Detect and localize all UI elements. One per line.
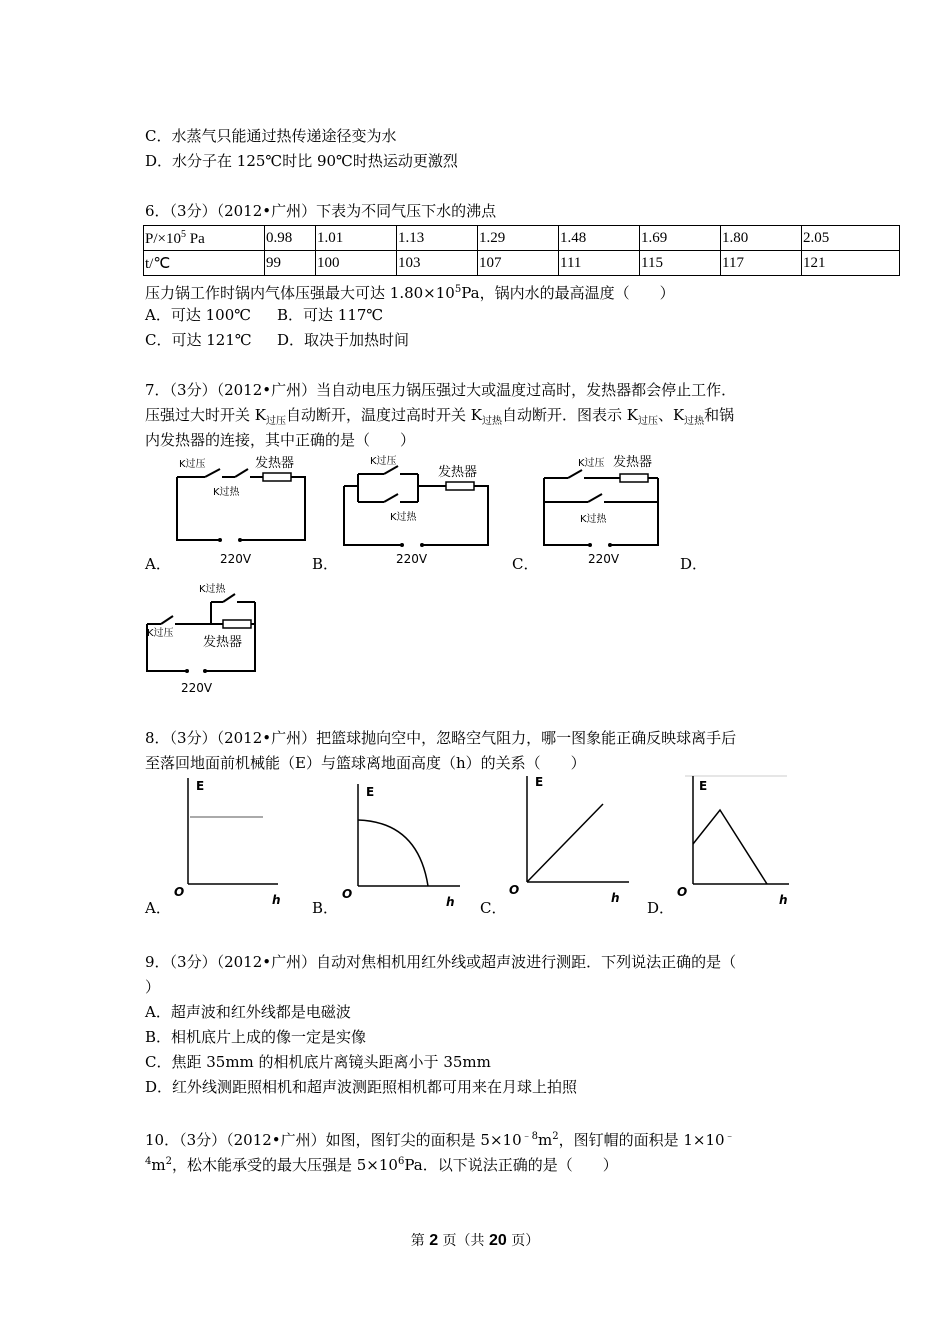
q10-line2: $^4m^2$，松木能承受的最大压强是 $5\times 10^6Pa$．以下说法正确的是（ ） (145, 1156, 618, 1174)
axis-h-label: h (446, 895, 455, 909)
q8-line1: 8．（3分）（2012•广州）把篮球抛向空中，忽略空气阻力，哪一图象能正确反映球离手后 (145, 729, 737, 747)
q8-option-a: A． (145, 899, 171, 917)
table-cell: 1.48 (559, 226, 640, 251)
k-pressure-label: K过压 (578, 458, 605, 469)
table-cell: 1.80 (721, 226, 802, 251)
circuit-diagram-c (538, 450, 663, 570)
table-cell: 111 (559, 251, 640, 276)
page-footer: 第 2 页（共 20 页） (410, 1232, 540, 1249)
table-cell: 117 (721, 251, 802, 276)
k-pressure-label: K过压 (370, 456, 397, 467)
q10-line1: 10．（3分）（2012•广州）如图，图钉尖的面积是 $5\times 10^{﹣8}m^2$，图钉帽的面积是 1×10﹣ (145, 1131, 735, 1149)
k-heat-label: K过热 (213, 487, 240, 498)
voltage-label: 220V (588, 552, 620, 566)
k-heat-label: K过热 (390, 512, 417, 523)
origin-label: O (509, 883, 520, 897)
q7-option-c: C． (512, 555, 539, 573)
heater-label: 发热器 (438, 465, 478, 480)
axis-e-label: E (196, 779, 205, 793)
table-cell: 115 (640, 251, 721, 276)
table-cell: 121 (802, 251, 900, 276)
table-cell: 1.01 (316, 226, 397, 251)
origin-label: O (677, 885, 688, 899)
table-cell: 107 (478, 251, 559, 276)
table-header-temperature: t/℃ (144, 251, 265, 276)
q5-option-c: C．水蒸气只能通过热传递途径变为水 (145, 127, 397, 145)
q7-line2: 压强过大时开关 $K_{过压}$自动断开，温度过高时开关 $K_{过热}$自动断开．图表示 $K_{过压}$、$K_{过热}$和锅 (145, 406, 735, 427)
q9-option-d: D．红外线测距照相机和超声波测距照相机都可用来在月球上拍照 (145, 1078, 578, 1096)
axis-e-label: E (699, 779, 708, 793)
k-pressure-label: K过压 (147, 628, 174, 639)
table-cell: 1.29 (478, 226, 559, 251)
graph-d (675, 772, 800, 912)
boiling-point-table (143, 225, 900, 276)
table-cell: 1.69 (640, 226, 721, 251)
page-number: 2 (429, 1232, 439, 1249)
axis-h-label: h (272, 893, 281, 907)
q8-line2: 至落回地面前机械能（E）与篮球离地面高度（h）的关系（ ） (145, 754, 586, 772)
q7-option-b: B． (312, 555, 339, 573)
q6-option-b: B．可达 117℃ (277, 306, 384, 324)
graph-b (338, 772, 468, 912)
q9-option-a: A．超声波和红外线都是电磁波 (145, 1003, 351, 1021)
q7-option-a: A． (145, 555, 171, 573)
axis-h-label: h (779, 893, 788, 907)
q8-option-d: D． (647, 899, 675, 917)
q8-option-c: C． (480, 899, 507, 917)
q7-option-d: D． (680, 555, 708, 573)
q7-line3: 内发热器的连接，其中正确的是（ ） (145, 431, 416, 449)
q6-stem: 6．（3分）（2012•广州）下表为不同气压下水的沸点 (145, 202, 497, 220)
q6-option-c: C．可达 121℃ (145, 331, 252, 349)
voltage-label: 220V (220, 552, 252, 566)
q9-line2: ） (145, 978, 161, 996)
table-cell: 0.98 (265, 226, 316, 251)
total-pages: 20 (489, 1232, 507, 1249)
q8-option-b: B． (312, 899, 339, 917)
circuit-diagram-d (143, 578, 263, 700)
origin-label: O (342, 887, 353, 901)
k-heat-label: K过热 (199, 584, 226, 595)
table-row (144, 226, 900, 251)
origin-label: O (174, 885, 185, 899)
heater-label: 发热器 (203, 635, 243, 650)
q9-option-c: C．焦距 35mm 的相机底片离镜头距离小于 35mm (145, 1053, 491, 1071)
circuit-diagram-b (338, 450, 493, 570)
axis-e-label: E (535, 775, 544, 789)
graph-c (505, 772, 635, 912)
q6-option-a: A．可达 100℃ (145, 306, 252, 324)
heater-label: 发热器 (613, 455, 653, 470)
voltage-label: 220V (181, 681, 213, 695)
table-cell: 100 (316, 251, 397, 276)
q7-line1: 7．（3分）（2012•广州）当自动电压力锅压强过大或温度过高时，发热器都会停止工作． (145, 381, 737, 399)
axis-e-label: E (366, 785, 375, 799)
q6-option-d: D．取决于加热时间 (277, 331, 410, 349)
table-cell: 103 (397, 251, 478, 276)
q5-option-d: D．水分子在 125℃时比 90℃时热运动更激烈 (145, 152, 458, 170)
q6-question: 压力锅工作时锅内气体压强最大可达 $1.80\times 10^5Pa$，锅内水的最高温度（ ） (145, 284, 675, 302)
voltage-label: 220V (396, 552, 428, 566)
axis-h-label: h (611, 891, 620, 905)
table-row (144, 251, 900, 276)
table-cell: 2.05 (802, 226, 900, 251)
circuit-diagram-a (165, 455, 310, 570)
table-cell: 1.13 (397, 226, 478, 251)
k-heat-label: K过热 (580, 514, 607, 525)
graph-a (170, 772, 290, 912)
q9-option-b: B．相机底片上成的像一定是实像 (145, 1028, 367, 1046)
q9-line1: 9．（3分）（2012•广州）自动对焦相机用红外线或超声波进行测距．下列说法正确的是（ (145, 953, 737, 971)
table-header-pressure: $P/\times 10^5$ Pa (144, 226, 265, 251)
k-pressure-label: K过压 (179, 459, 206, 470)
table-cell: 99 (265, 251, 316, 276)
heater-label: 发热器 (255, 456, 295, 471)
